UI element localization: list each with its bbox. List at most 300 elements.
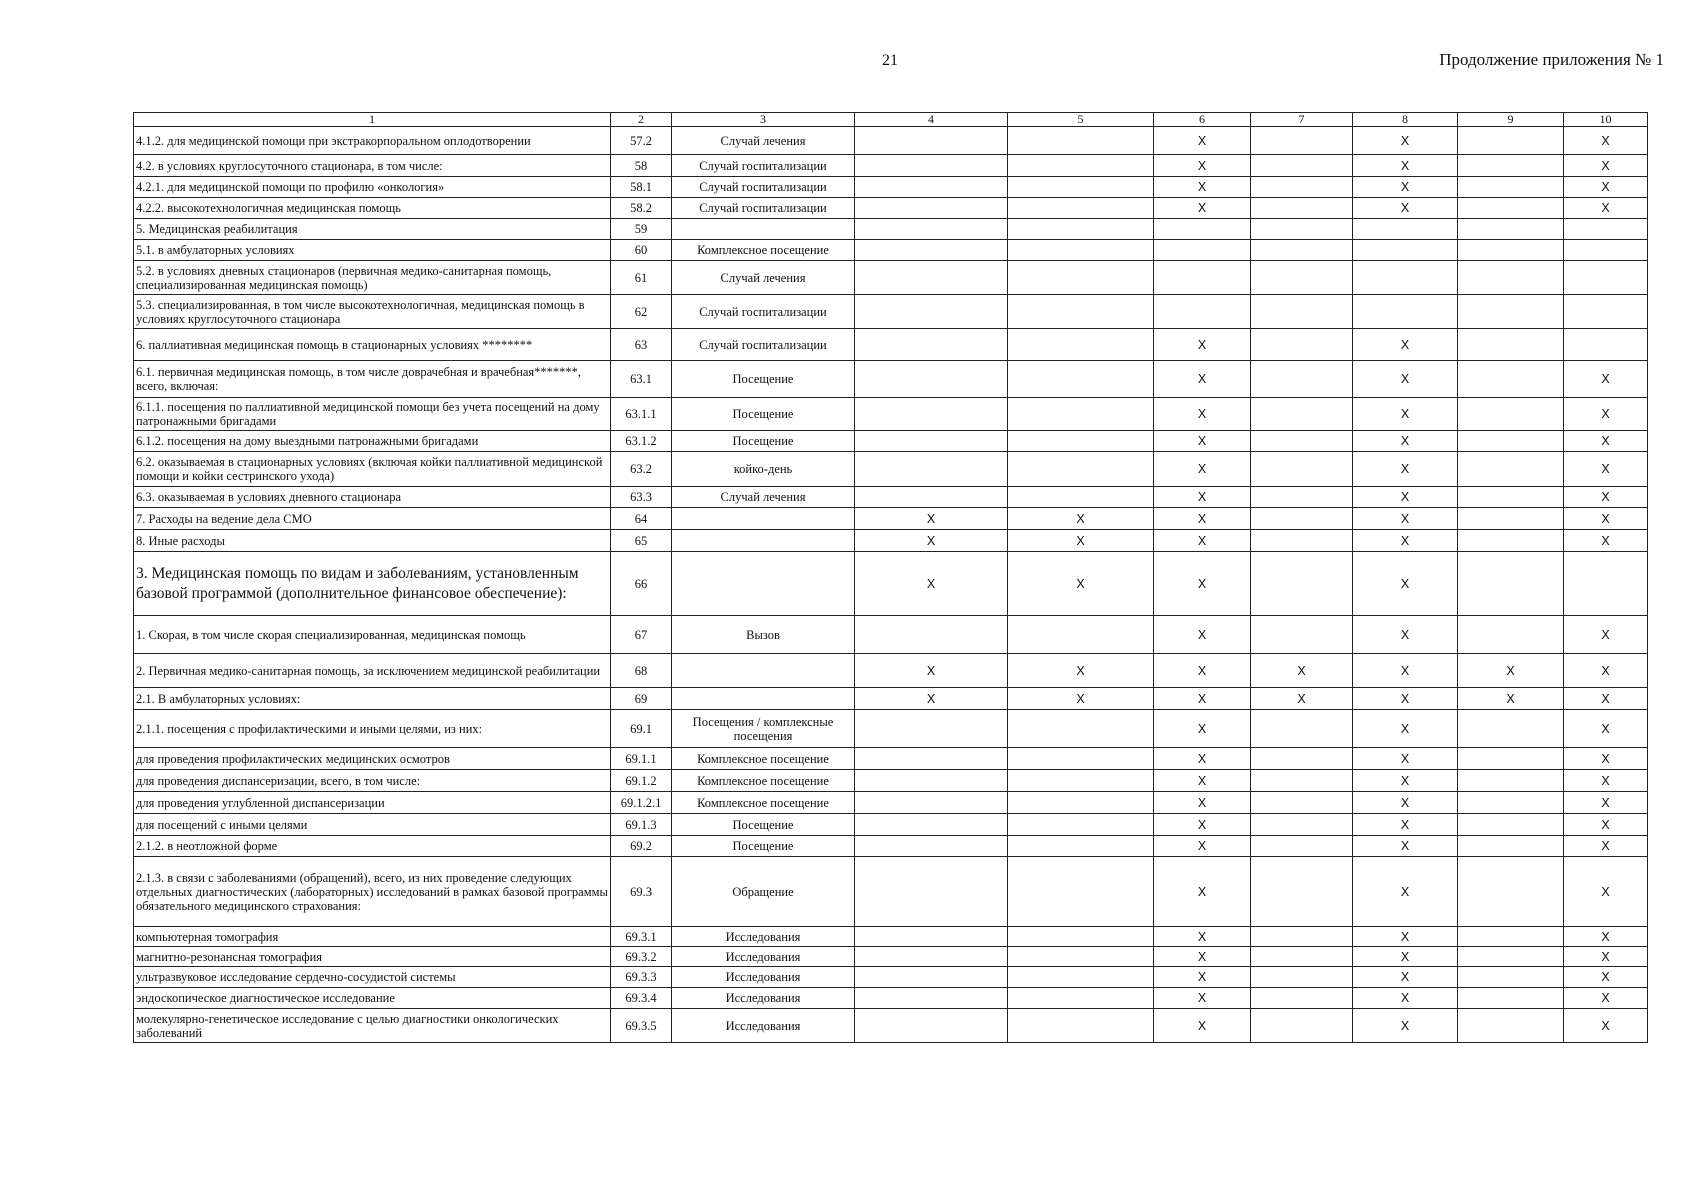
row-cell-col8: X	[1353, 988, 1458, 1009]
row-unit: Посещение	[672, 814, 855, 836]
row-unit: Посещение	[672, 836, 855, 857]
row-unit	[672, 219, 855, 240]
header-cell: 5	[1008, 113, 1154, 127]
row-cell-col7	[1251, 770, 1353, 792]
row-cell-col8: X	[1353, 857, 1458, 927]
row-name: 4.2. в условиях круглосуточного стационара, в том числе:	[134, 155, 611, 177]
row-cell-col8: X	[1353, 814, 1458, 836]
row-cell-col7	[1251, 219, 1353, 240]
header-cell: 1	[134, 113, 611, 127]
row-cell-col6: X	[1154, 988, 1251, 1009]
row-cell-col7	[1251, 967, 1353, 988]
row-cell-col5	[1008, 947, 1154, 967]
row-name: эндоскопическое диагностическое исследование	[134, 988, 611, 1009]
row-code: 59	[611, 219, 672, 240]
row-cell-col10: X	[1564, 988, 1648, 1009]
row-cell-col4	[855, 988, 1008, 1009]
row-cell-col7	[1251, 552, 1353, 616]
table-row	[134, 431, 1648, 452]
row-cell-col4	[855, 398, 1008, 431]
row-cell-col9	[1458, 814, 1564, 836]
table-row	[134, 814, 1648, 836]
row-unit: Случай госпитализации	[672, 329, 855, 361]
row-name: 4.2.2. высокотехнологичная медицинская помощь	[134, 198, 611, 219]
row-unit	[672, 530, 855, 552]
row-cell-col5	[1008, 487, 1154, 508]
row-cell-col10: X	[1564, 857, 1648, 927]
row-cell-col10	[1564, 552, 1648, 616]
row-cell-col6: X	[1154, 814, 1251, 836]
row-cell-col5	[1008, 792, 1154, 814]
row-code: 65	[611, 530, 672, 552]
row-cell-col4	[855, 1009, 1008, 1043]
header-cell: 10	[1564, 113, 1648, 127]
row-cell-col8: X	[1353, 836, 1458, 857]
row-cell-col4	[855, 198, 1008, 219]
row-cell-col6: X	[1154, 361, 1251, 398]
row-cell-col10: X	[1564, 654, 1648, 688]
row-cell-col5	[1008, 616, 1154, 654]
row-code: 69.3.3	[611, 967, 672, 988]
row-cell-col9	[1458, 219, 1564, 240]
row-cell-col10	[1564, 329, 1648, 361]
row-unit: Исследования	[672, 947, 855, 967]
row-cell-col6: X	[1154, 508, 1251, 530]
row-cell-col6: X	[1154, 177, 1251, 198]
row-cell-col9	[1458, 127, 1564, 155]
row-cell-col6: X	[1154, 1009, 1251, 1043]
row-cell-col6: X	[1154, 452, 1251, 487]
row-cell-col6: X	[1154, 329, 1251, 361]
row-cell-col7	[1251, 508, 1353, 530]
row-code: 62	[611, 295, 672, 329]
row-code: 57.2	[611, 127, 672, 155]
row-cell-col5: X	[1008, 654, 1154, 688]
row-cell-col6: X	[1154, 748, 1251, 770]
row-unit	[672, 508, 855, 530]
row-cell-col10: X	[1564, 748, 1648, 770]
row-name: 8. Иные расходы	[134, 530, 611, 552]
row-cell-col10: X	[1564, 927, 1648, 947]
table-row	[134, 927, 1648, 947]
row-cell-col6: X	[1154, 836, 1251, 857]
row-unit	[672, 688, 855, 710]
row-cell-col10: X	[1564, 814, 1648, 836]
row-cell-col6	[1154, 261, 1251, 295]
row-cell-col4	[855, 295, 1008, 329]
row-name: 6.1. первичная медицинская помощь, в том числе доврачебная и врачебная*******, всего, включая:	[134, 361, 611, 398]
row-cell-col10	[1564, 295, 1648, 329]
row-name: 2.1.1. посещения с профилактическими и иными целями, из них:	[134, 710, 611, 748]
row-cell-col7	[1251, 1009, 1353, 1043]
row-name: 2.1.2. в неотложной форме	[134, 836, 611, 857]
row-cell-col4	[855, 792, 1008, 814]
row-cell-col6: X	[1154, 947, 1251, 967]
row-code: 68	[611, 654, 672, 688]
row-cell-col4	[855, 616, 1008, 654]
row-cell-col8	[1353, 295, 1458, 329]
table-row	[134, 530, 1648, 552]
row-cell-col7	[1251, 295, 1353, 329]
row-cell-col7	[1251, 947, 1353, 967]
table-row	[134, 988, 1648, 1009]
row-unit: Исследования	[672, 1009, 855, 1043]
row-code: 69.1.2.1	[611, 792, 672, 814]
row-cell-col10	[1564, 261, 1648, 295]
row-code: 60	[611, 240, 672, 261]
row-name: для проведения профилактических медицинских осмотров	[134, 748, 611, 770]
row-unit: Посещение	[672, 361, 855, 398]
row-cell-col9	[1458, 361, 1564, 398]
row-cell-col9	[1458, 748, 1564, 770]
row-cell-col8: X	[1353, 552, 1458, 616]
row-cell-col10: X	[1564, 431, 1648, 452]
row-cell-col8: X	[1353, 508, 1458, 530]
row-cell-col5	[1008, 1009, 1154, 1043]
row-cell-col10: X	[1564, 967, 1648, 988]
row-cell-col4: X	[855, 552, 1008, 616]
header-cell: 9	[1458, 113, 1564, 127]
row-cell-col4	[855, 177, 1008, 198]
table-row	[134, 261, 1648, 295]
row-code: 63.2	[611, 452, 672, 487]
row-code: 67	[611, 616, 672, 654]
row-cell-col9	[1458, 927, 1564, 947]
row-cell-col9	[1458, 431, 1564, 452]
data-table	[133, 112, 1648, 1043]
row-cell-col7: X	[1251, 688, 1353, 710]
row-name: 2.1. В амбулаторных условиях:	[134, 688, 611, 710]
header-cell: 4	[855, 113, 1008, 127]
table-row	[134, 127, 1648, 155]
row-name: 6.1.1. посещения по паллиативной медицинской помощи без учета посещений на дому патронажными бригадами	[134, 398, 611, 431]
row-cell-col4	[855, 927, 1008, 947]
row-cell-col8: X	[1353, 616, 1458, 654]
row-code: 69.3	[611, 857, 672, 927]
row-cell-col5	[1008, 857, 1154, 927]
row-unit: Исследования	[672, 988, 855, 1009]
table-row	[134, 240, 1648, 261]
row-name: для посещений с иными целями	[134, 814, 611, 836]
row-cell-col8: X	[1353, 947, 1458, 967]
row-cell-col5	[1008, 710, 1154, 748]
row-cell-col5	[1008, 836, 1154, 857]
row-cell-col4: X	[855, 688, 1008, 710]
table-row	[134, 616, 1648, 654]
row-cell-col10: X	[1564, 198, 1648, 219]
row-cell-col7	[1251, 329, 1353, 361]
row-name: молекулярно-генетическое исследование с целью диагностики онкологических заболеваний	[134, 1009, 611, 1043]
row-cell-col8	[1353, 219, 1458, 240]
row-unit: Исследования	[672, 927, 855, 947]
row-cell-col5	[1008, 431, 1154, 452]
row-name: 7. Расходы на ведение дела СМО	[134, 508, 611, 530]
row-cell-col6: X	[1154, 398, 1251, 431]
row-unit: Посещение	[672, 431, 855, 452]
row-cell-col7	[1251, 127, 1353, 155]
row-code: 63.1.2	[611, 431, 672, 452]
row-cell-col6: X	[1154, 155, 1251, 177]
row-cell-col10: X	[1564, 155, 1648, 177]
row-cell-col8: X	[1353, 452, 1458, 487]
row-cell-col4	[855, 452, 1008, 487]
row-name: 6. паллиативная медицинская помощь в стационарных условиях ********	[134, 329, 611, 361]
row-unit: Вызов	[672, 616, 855, 654]
row-cell-col9	[1458, 530, 1564, 552]
row-cell-col9	[1458, 452, 1564, 487]
row-cell-col6: X	[1154, 552, 1251, 616]
table-row	[134, 552, 1648, 616]
row-name: компьютерная томография	[134, 927, 611, 947]
row-cell-col5	[1008, 295, 1154, 329]
row-name: 4.1.2. для медицинской помощи при экстракорпоральном оплодотворении	[134, 127, 611, 155]
row-name: ультразвуковое исследование сердечно-сосудистой системы	[134, 967, 611, 988]
row-cell-col8: X	[1353, 398, 1458, 431]
row-cell-col6: X	[1154, 654, 1251, 688]
row-unit: Исследования	[672, 967, 855, 988]
row-cell-col10: X	[1564, 487, 1648, 508]
row-name: 3. Медицинская помощь по видам и заболеваниям, установленным базовой программой (дополнительное финансовое обеспечение):	[134, 552, 611, 616]
row-cell-col4	[855, 836, 1008, 857]
row-unit: Комплексное посещение	[672, 770, 855, 792]
row-code: 63.1	[611, 361, 672, 398]
table-row	[134, 487, 1648, 508]
row-cell-col9: X	[1458, 688, 1564, 710]
row-code: 69.1.2	[611, 770, 672, 792]
row-cell-col8: X	[1353, 654, 1458, 688]
row-cell-col8: X	[1353, 198, 1458, 219]
row-unit: Комплексное посещение	[672, 240, 855, 261]
row-code: 69	[611, 688, 672, 710]
row-unit: Случай госпитализации	[672, 295, 855, 329]
row-unit: Случай госпитализации	[672, 155, 855, 177]
row-code: 63	[611, 329, 672, 361]
row-cell-col4	[855, 814, 1008, 836]
row-cell-col6	[1154, 240, 1251, 261]
row-cell-col6: X	[1154, 857, 1251, 927]
table-row	[134, 329, 1648, 361]
table-row	[134, 688, 1648, 710]
row-cell-col9	[1458, 967, 1564, 988]
row-cell-col9	[1458, 240, 1564, 261]
row-cell-col4	[855, 155, 1008, 177]
row-cell-col10: X	[1564, 770, 1648, 792]
row-cell-col5	[1008, 748, 1154, 770]
row-cell-col8: X	[1353, 688, 1458, 710]
row-unit: Случай лечения	[672, 127, 855, 155]
header-cell: 6	[1154, 113, 1251, 127]
row-code: 69.1.1	[611, 748, 672, 770]
row-cell-col4	[855, 748, 1008, 770]
row-cell-col8: X	[1353, 1009, 1458, 1043]
row-cell-col10	[1564, 240, 1648, 261]
row-cell-col8: X	[1353, 967, 1458, 988]
row-cell-col7	[1251, 431, 1353, 452]
row-name: для проведения диспансеризации, всего, в том числе:	[134, 770, 611, 792]
row-cell-col7	[1251, 710, 1353, 748]
row-code: 66	[611, 552, 672, 616]
table-row	[134, 177, 1648, 198]
row-cell-col9	[1458, 198, 1564, 219]
appendix-continuation-label: Продолжение приложения № 1	[1439, 50, 1664, 69]
row-cell-col9: X	[1458, 654, 1564, 688]
row-cell-col5	[1008, 198, 1154, 219]
row-cell-col8: X	[1353, 792, 1458, 814]
table-row	[134, 361, 1648, 398]
row-cell-col5	[1008, 240, 1154, 261]
row-cell-col6: X	[1154, 688, 1251, 710]
row-cell-col10: X	[1564, 398, 1648, 431]
row-cell-col8: X	[1353, 177, 1458, 198]
row-cell-col9	[1458, 261, 1564, 295]
row-unit: Комплексное посещение	[672, 748, 855, 770]
row-cell-col8: X	[1353, 431, 1458, 452]
row-cell-col10: X	[1564, 127, 1648, 155]
row-code: 63.3	[611, 487, 672, 508]
row-cell-col5	[1008, 127, 1154, 155]
row-cell-col10: X	[1564, 177, 1648, 198]
row-unit: Посещение	[672, 398, 855, 431]
row-cell-col4	[855, 431, 1008, 452]
row-unit: Комплексное посещение	[672, 792, 855, 814]
row-code: 69.3.1	[611, 927, 672, 947]
row-cell-col9	[1458, 552, 1564, 616]
row-cell-col7	[1251, 530, 1353, 552]
row-cell-col10: X	[1564, 1009, 1648, 1043]
row-cell-col9	[1458, 398, 1564, 431]
row-name: 6.1.2. посещения на дому выездными патронажными бригадами	[134, 431, 611, 452]
row-cell-col7	[1251, 927, 1353, 947]
row-cell-col5	[1008, 261, 1154, 295]
row-cell-col4	[855, 770, 1008, 792]
row-name: 5.1. в амбулаторных условиях	[134, 240, 611, 261]
row-unit: койко-день	[672, 452, 855, 487]
row-unit: Случай лечения	[672, 487, 855, 508]
row-cell-col8	[1353, 261, 1458, 295]
row-cell-col4	[855, 487, 1008, 508]
row-cell-col6: X	[1154, 616, 1251, 654]
row-cell-col7	[1251, 487, 1353, 508]
row-cell-col5: X	[1008, 530, 1154, 552]
row-cell-col6	[1154, 219, 1251, 240]
table-row	[134, 508, 1648, 530]
table-row	[134, 155, 1648, 177]
row-unit: Случай госпитализации	[672, 198, 855, 219]
row-cell-col8: X	[1353, 155, 1458, 177]
row-cell-col4	[855, 219, 1008, 240]
row-cell-col10: X	[1564, 836, 1648, 857]
row-name: магнитно-резонансная томография	[134, 947, 611, 967]
table-row	[134, 654, 1648, 688]
row-code: 61	[611, 261, 672, 295]
row-cell-col9	[1458, 155, 1564, 177]
row-cell-col8: X	[1353, 329, 1458, 361]
row-cell-col7	[1251, 792, 1353, 814]
row-name: для проведения углубленной диспансеризации	[134, 792, 611, 814]
row-code: 69.2	[611, 836, 672, 857]
row-cell-col8: X	[1353, 710, 1458, 748]
table-row	[134, 836, 1648, 857]
row-cell-col7	[1251, 240, 1353, 261]
row-name: 2. Первичная медико-санитарная помощь, за исключением медицинской реабилитации	[134, 654, 611, 688]
row-cell-col4	[855, 240, 1008, 261]
table-row	[134, 452, 1648, 487]
row-cell-col9	[1458, 487, 1564, 508]
row-cell-col5	[1008, 967, 1154, 988]
row-cell-col7	[1251, 857, 1353, 927]
row-cell-col5	[1008, 219, 1154, 240]
row-cell-col6: X	[1154, 127, 1251, 155]
header-cell: 2	[611, 113, 672, 127]
row-cell-col4	[855, 857, 1008, 927]
row-cell-col10: X	[1564, 688, 1648, 710]
row-cell-col7	[1251, 177, 1353, 198]
row-cell-col10: X	[1564, 508, 1648, 530]
row-code: 69.3.2	[611, 947, 672, 967]
header-cell: 7	[1251, 113, 1353, 127]
table-row	[134, 1009, 1648, 1043]
header-cell: 3	[672, 113, 855, 127]
row-cell-col5	[1008, 988, 1154, 1009]
row-cell-col6	[1154, 295, 1251, 329]
row-code: 64	[611, 508, 672, 530]
table-row	[134, 295, 1648, 329]
row-cell-col5	[1008, 329, 1154, 361]
row-cell-col6: X	[1154, 927, 1251, 947]
row-name: 5.2. в условиях дневных стационаров (первичная медико-санитарная помощь, специализированная медицинская помощь)	[134, 261, 611, 295]
row-cell-col10	[1564, 219, 1648, 240]
row-cell-col10: X	[1564, 947, 1648, 967]
row-code: 58	[611, 155, 672, 177]
row-cell-col4	[855, 361, 1008, 398]
row-cell-col4: X	[855, 530, 1008, 552]
table-row	[134, 219, 1648, 240]
row-cell-col9	[1458, 508, 1564, 530]
row-cell-col9	[1458, 177, 1564, 198]
row-cell-col4	[855, 967, 1008, 988]
row-name: 1. Скорая, в том числе скорая специализированная, медицинская помощь	[134, 616, 611, 654]
row-cell-col6: X	[1154, 967, 1251, 988]
header-cell: 8	[1353, 113, 1458, 127]
row-name: 4.2.1. для медицинской помощи по профилю «онкология»	[134, 177, 611, 198]
row-cell-col7	[1251, 398, 1353, 431]
row-cell-col4: X	[855, 508, 1008, 530]
table-row	[134, 770, 1648, 792]
row-cell-col5	[1008, 361, 1154, 398]
row-cell-col5	[1008, 398, 1154, 431]
table-row	[134, 198, 1648, 219]
row-cell-col9	[1458, 947, 1564, 967]
row-unit: Посещения / комплексные посещения	[672, 710, 855, 748]
row-cell-col4: X	[855, 654, 1008, 688]
table-row	[134, 947, 1648, 967]
row-cell-col8: X	[1353, 770, 1458, 792]
row-unit: Случай лечения	[672, 261, 855, 295]
row-cell-col6: X	[1154, 431, 1251, 452]
row-cell-col8: X	[1353, 530, 1458, 552]
row-cell-col7	[1251, 452, 1353, 487]
row-cell-col6: X	[1154, 198, 1251, 219]
row-cell-col5	[1008, 927, 1154, 947]
row-cell-col10: X	[1564, 792, 1648, 814]
row-name: 2.1.3. в связи с заболеваниями (обращений), всего, из них проведение следующих отдельных диагностических (лабораторных) исследований в рамках базовой программы обязательного медицинского страхования:	[134, 857, 611, 927]
row-cell-col6: X	[1154, 770, 1251, 792]
row-unit: Случай госпитализации	[672, 177, 855, 198]
row-cell-col8: X	[1353, 127, 1458, 155]
row-code: 69.1	[611, 710, 672, 748]
row-cell-col9	[1458, 792, 1564, 814]
row-cell-col4	[855, 710, 1008, 748]
